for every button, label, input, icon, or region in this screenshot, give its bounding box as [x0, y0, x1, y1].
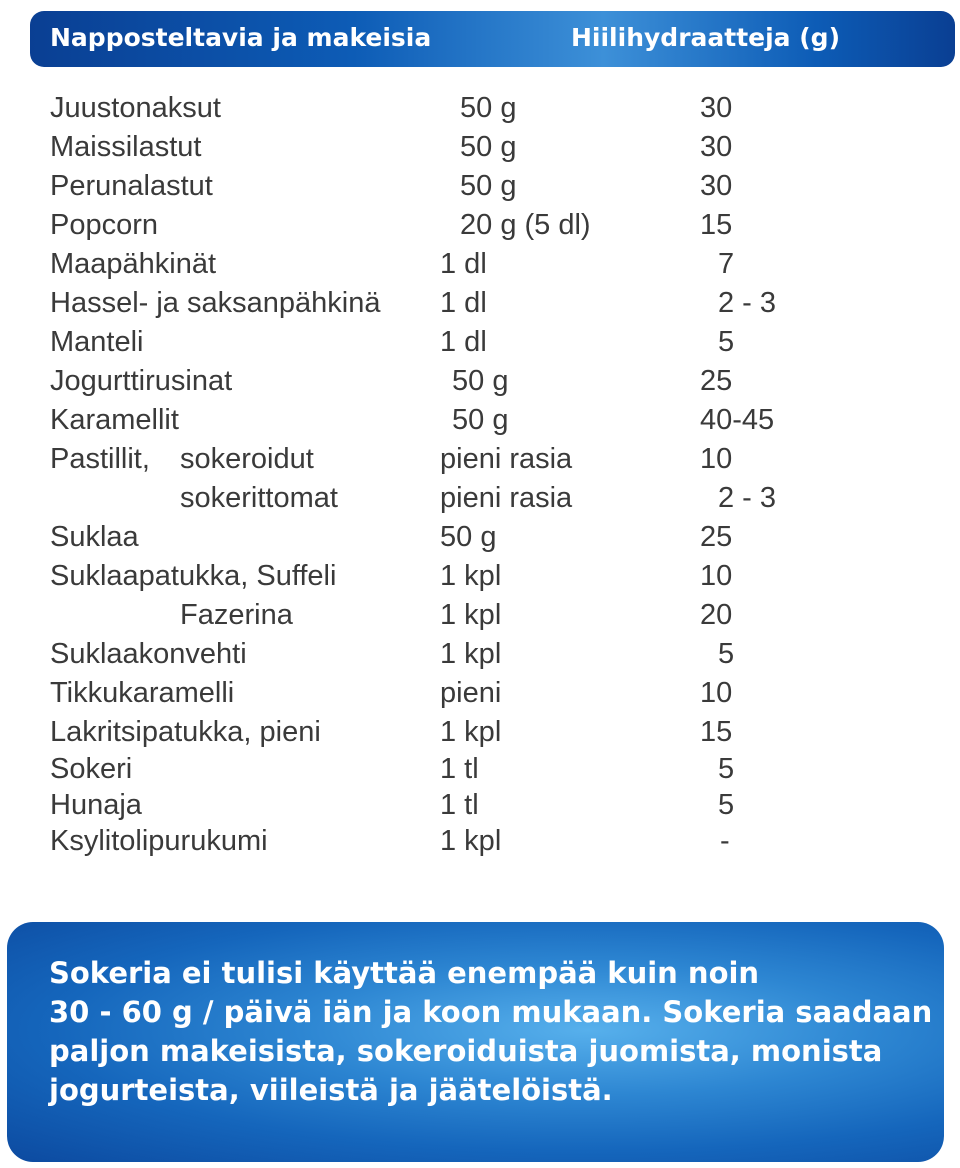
carbs-column-header: Hiilihydraatteja (g) — [571, 23, 841, 52]
table-row — [0, 823, 900, 859]
row-carbs: 10 — [700, 560, 733, 592]
row-carbs: 25 — [700, 365, 733, 397]
row-amount: 50 g — [452, 404, 509, 436]
row-item: Juustonaksut — [50, 92, 221, 124]
table-header — [30, 11, 955, 67]
table-row — [0, 675, 900, 711]
row-amount: 50 g — [452, 365, 509, 397]
row-carbs: 20 — [700, 599, 733, 631]
table-row — [0, 402, 900, 438]
row-amount: 50 g — [460, 92, 517, 124]
row-amount: pieni rasia — [440, 482, 573, 514]
row-amount: 1 kpl — [440, 599, 502, 631]
row-carbs: 15 — [700, 209, 733, 241]
table-row — [0, 90, 900, 126]
row-amount: 1 tl — [440, 753, 479, 785]
row-item: Hassel- ja saksanpähkinä — [50, 287, 381, 319]
row-item: Tikkukaramelli — [50, 677, 235, 709]
row-carbs: 10 — [700, 443, 733, 475]
row-item: Jogurttirusinat — [50, 365, 233, 397]
table-row — [0, 207, 900, 243]
table-row — [0, 246, 900, 282]
table-row — [0, 751, 900, 787]
row-amount: pieni rasia — [440, 443, 573, 475]
row-item: Sokeri — [50, 753, 133, 785]
row-carbs: 2 - 3 — [718, 482, 777, 514]
row-item: Suklaa — [50, 521, 139, 553]
row-item: Suklaakonvehti — [50, 638, 247, 670]
row-carbs: 5 — [718, 638, 735, 670]
row-amount: 50 g — [460, 170, 517, 202]
row-amount: 1 kpl — [440, 638, 502, 670]
row-amount: 50 g — [440, 521, 497, 553]
table-row — [0, 597, 900, 633]
row-amount: pieni — [440, 677, 502, 709]
row-carbs: 5 — [718, 326, 735, 358]
table-row — [0, 636, 900, 672]
table-row — [0, 787, 900, 823]
row-amount: 20 g (5 dl) — [460, 209, 591, 241]
row-carbs: 15 — [700, 716, 733, 748]
row-carbs: - — [720, 825, 730, 857]
info-text-line: paljon makeisista, sokeroiduista juomista, monista — [49, 1034, 883, 1068]
table-title: Napposteltavia ja makeisia — [50, 23, 432, 52]
table-row — [0, 558, 900, 594]
row-amount: 1 tl — [440, 789, 479, 821]
table-row — [0, 480, 900, 516]
table-row — [0, 285, 900, 321]
table-row — [0, 363, 900, 399]
row-item: Pastillit, — [50, 443, 150, 475]
info-text-line: jogurteista, viileistä ja jäätelöistä. — [49, 1073, 613, 1107]
row-item: Hunaja — [50, 789, 142, 821]
table-row — [0, 129, 900, 165]
table-row — [0, 324, 900, 360]
row-amount: 1 kpl — [440, 825, 502, 857]
row-carbs: 10 — [700, 677, 733, 709]
row-item: Manteli — [50, 326, 144, 358]
row-item: Popcorn — [50, 209, 159, 241]
info-text-line: 30 - 60 g / päivä iän ja koon mukaan. Sokeria saadaan — [49, 995, 933, 1029]
sugar-info-box — [7, 922, 944, 1162]
row-item: Maissilastut — [50, 131, 202, 163]
row-amount: 50 g — [460, 131, 517, 163]
row-item: Karamellit — [50, 404, 179, 436]
info-text-line: Sokeria ei tulisi käyttää enempää kuin noin — [49, 956, 760, 990]
table-row — [0, 714, 900, 750]
row-item: Suklaapatukka, Suffeli — [50, 560, 337, 592]
row-amount: 1 dl — [440, 248, 487, 280]
row-item: Lakritsipatukka, pieni — [50, 716, 321, 748]
row-item: Perunalastut — [50, 170, 213, 202]
row-item: Ksylitolipurukumi — [50, 825, 268, 857]
row-carbs: 30 — [700, 131, 733, 163]
row-subitem: sokeroidut — [180, 443, 314, 475]
row-amount: 1 dl — [440, 287, 487, 319]
table-row — [0, 168, 900, 204]
row-amount: 1 kpl — [440, 560, 502, 592]
row-amount: 1 kpl — [440, 716, 502, 748]
row-carbs: 30 — [700, 170, 733, 202]
row-amount: 1 dl — [440, 326, 487, 358]
row-carbs: 30 — [700, 92, 733, 124]
table-row — [0, 441, 900, 477]
row-carbs: 25 — [700, 521, 733, 553]
table-row — [0, 519, 900, 555]
row-carbs: 5 — [718, 753, 735, 785]
row-carbs: 5 — [718, 789, 735, 821]
row-subitem: sokerittomat — [180, 482, 338, 514]
row-carbs: 2 - 3 — [718, 287, 777, 319]
row-item: Maapähkinät — [50, 248, 217, 280]
row-subitem: Fazerina — [180, 599, 293, 631]
row-carbs: 7 — [718, 248, 735, 280]
row-carbs: 40-45 — [700, 404, 775, 436]
